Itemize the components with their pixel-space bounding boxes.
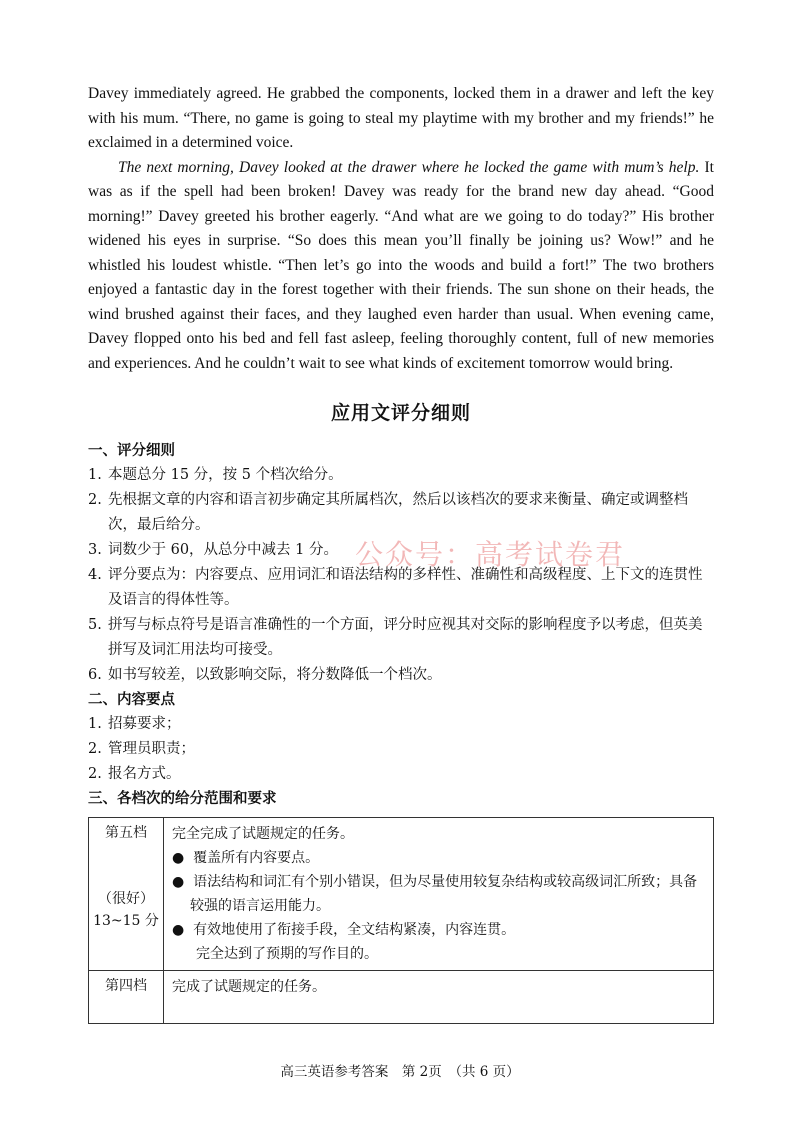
- list-item: ● 覆盖所有内容要点。: [172, 850, 320, 866]
- level-name: 第五档: [105, 825, 147, 841]
- list-item: ● 语法结构和词汇有个别小错误，但为尽量使用较复杂结构或较高级词汇所致；具备较强的语言运用能力。: [172, 874, 698, 914]
- list-item: 1. 本题总分 15 分，按 5 个档次给分。: [88, 467, 343, 483]
- level-cell: [89, 818, 164, 971]
- section-3-heading: 三、各档次的给分范围和要求: [88, 791, 277, 807]
- level-cell: [89, 971, 164, 1024]
- level-description: [164, 971, 714, 1024]
- list-item: 1. 招募要求；: [88, 716, 181, 732]
- rubric-title: 应用文评分细则: [330, 402, 471, 424]
- section-2-list: [88, 712, 714, 787]
- list-item: 5. 拼写与标点符号是语言准确性的一个方面，评分时应视其对交际的影响程度予以考虑，但英美拼写及词汇用法均可接受。: [88, 617, 703, 658]
- list-item: 6. 如书写较差，以致影响交际，将分数降低一个档次。: [88, 667, 442, 683]
- story-paragraph-1: Davey immediately agreed. He grabbed the components, locked them in a drawer and left the key with his mum. “There, no game is going to steal my playtime with my brother and my friends!” he exclaimed in a determined voice.: [88, 85, 714, 151]
- table-row: [89, 971, 714, 1024]
- bullet-icon: ●: [172, 850, 185, 866]
- section-1-list: [88, 463, 714, 688]
- list-item: 2. 管理员职责；: [88, 741, 195, 757]
- story-paragraph-2-rest: It was as if the spell had been broken! Davey was ready for the brand new day ahead. “Good morning!” Davey greeted his brother eagerly. “And what are we going to do today?” His brother widened his eyes in surprise. “So does this mean you’ll finally be joining us? Wow!” and he whistled his loudest whistle. “Then let’s go into the woods and build a fort!” The two brothers enjoyed a fantastic day in the forest together with their friends. The sun shone on their heads, the wind brushed against their faces, and they laughed even harder than usual. When evening came, Davey flopped onto his bed and fell fast asleep, feeling thoroughly content, full of new memories and experiences. And he couldn’t wait to see what kinds of excitement tomorrow would bring.: [88, 158, 714, 372]
- level-quality: （很好）: [98, 891, 154, 907]
- watermark: 公众号：高考试卷君: [355, 538, 626, 571]
- level-range: 13~15 分: [93, 913, 159, 929]
- list-item: 2. 报名方式。: [88, 766, 181, 782]
- level-name: 第四档: [105, 978, 147, 994]
- level-first-line: 完全完成了试题规定的任务。: [172, 826, 354, 842]
- story-paragraph-2: [88, 156, 714, 377]
- table-row: [89, 818, 714, 971]
- list-item: ● 有效地使用了衔接手段，全文结构紧凑，内容连贯。: [172, 922, 516, 938]
- level-last-line: 完全达到了预期的写作目的。: [196, 946, 378, 962]
- list-item: 3. 词数少于 60，从总分中减去 1 分。: [88, 542, 339, 558]
- level-description: [164, 818, 714, 971]
- section-2-heading: 二、内容要点: [88, 692, 175, 708]
- page-content: [88, 82, 714, 1024]
- bullet-icon: ●: [172, 922, 185, 938]
- page-footer: 高三英语参考答案 第 2页 （共 6 页）: [280, 1064, 520, 1080]
- list-item: 2. 先根据文章的内容和语言初步确定其所属档次，然后以该档次的要求来衡量、确定或调整档次，最后给分。: [88, 492, 688, 533]
- list-item: 4. 评分要点为：内容要点、应用词汇和语法结构的多样性、准确性和高级程度、上下文的连贯性及语言的得体性等。: [88, 567, 703, 608]
- story-paragraph-2-lead: The next morning, Davey looked at the drawer where he locked the game with mum’s help.: [118, 158, 700, 176]
- section-1-heading: 一、评分细则: [88, 443, 175, 459]
- bullet-icon: ●: [172, 874, 185, 890]
- level-first-line: 完成了试题规定的任务。: [172, 979, 326, 995]
- grading-table: [88, 817, 714, 1024]
